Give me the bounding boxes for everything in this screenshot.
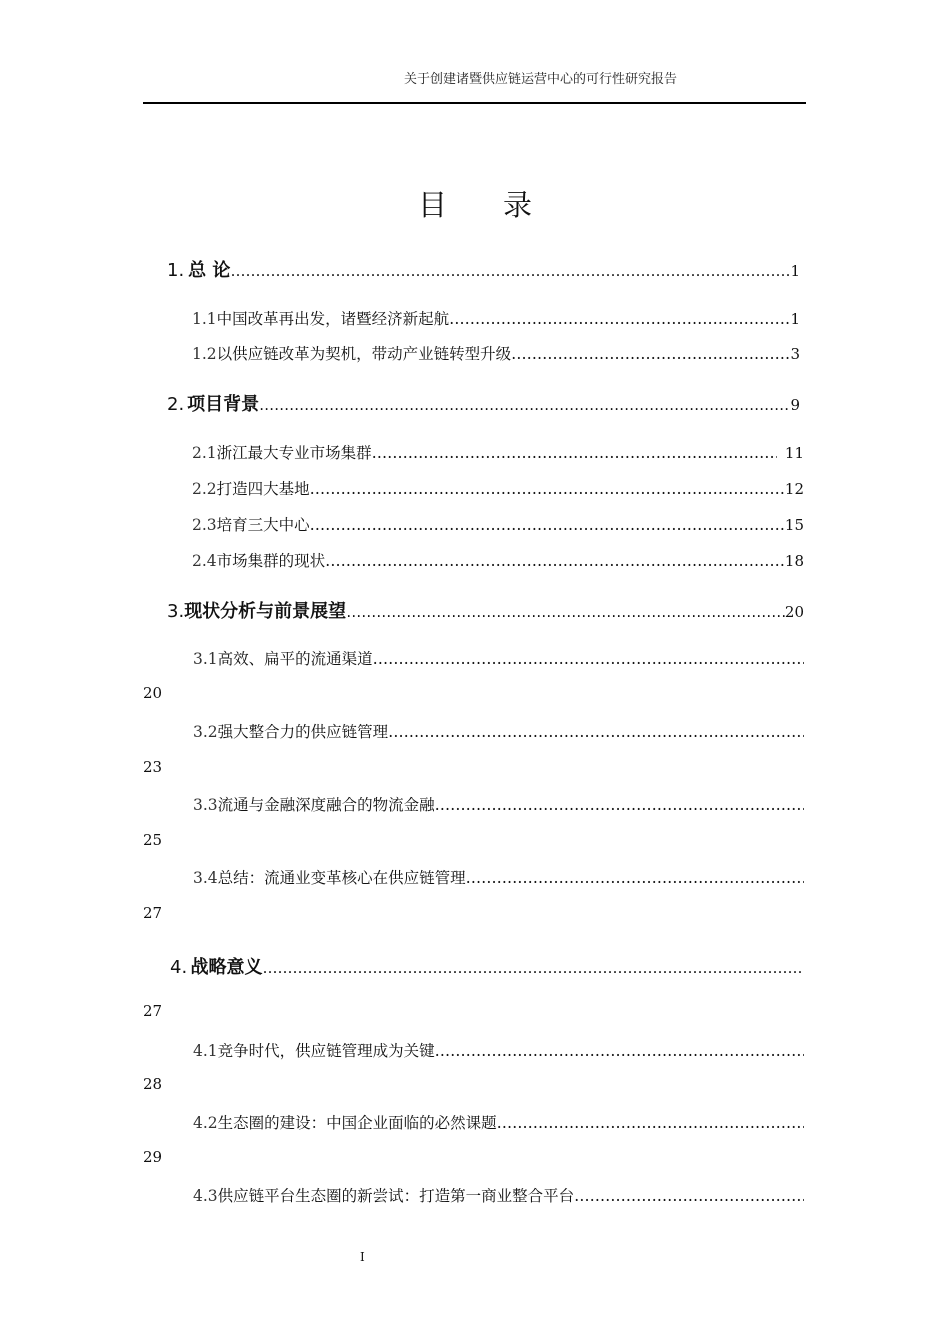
toc-entry-label: 供应链平台生态圈的新尝试：打造第一商业整合平台 [217, 1187, 575, 1205]
toc-entry-number: 1.1 [192, 310, 217, 328]
toc-entry-page: 12 [784, 480, 804, 498]
toc-title-left: 目 [417, 188, 447, 222]
toc-entry-page: 1 [790, 310, 800, 328]
toc-entry-3-3[interactable] [193, 793, 804, 815]
toc-entry-label: 现状分析与前景展望 [184, 601, 347, 622]
toc-leader-dots [259, 396, 790, 414]
toc-leader-dots [230, 262, 790, 280]
toc-entry-3-2[interactable] [193, 720, 804, 742]
toc-leader-dots [466, 869, 804, 887]
toc-entry-3-4[interactable] [193, 866, 804, 888]
toc-leader-dots [373, 650, 804, 668]
toc-entry-page: 20 [784, 603, 804, 621]
toc-entry-number: 1. [167, 260, 185, 281]
toc-leader-dots [262, 959, 804, 977]
toc-entry-number: 2.4 [192, 552, 217, 570]
toc-entry-number: 4.2 [193, 1114, 218, 1132]
toc-entry-number: 2.1 [192, 444, 217, 462]
toc-entry-number: 3.2 [193, 723, 218, 741]
toc-entry-number: 3.4 [193, 869, 218, 887]
toc-entry-label: 打造四大基地 [216, 480, 310, 498]
toc-entry-label: 高效、扁平的流通渠道 [217, 650, 373, 668]
toc-entry-label: 以供应链改革为契机，带动产业链转型升级 [216, 345, 512, 363]
toc-leader-dots [346, 603, 785, 621]
toc-leader-dots [435, 1042, 804, 1060]
toc-entry-page: 15 [784, 516, 804, 534]
toc-leader-dots [574, 1187, 804, 1205]
toc-entry-3-3-page: 25 [143, 831, 163, 849]
toc-entry-4-2-page: 29 [143, 1148, 163, 1166]
toc-entry-page: 1 [790, 262, 800, 280]
toc-leader-dots [310, 480, 785, 498]
toc-entry-label: 项目背景 [187, 394, 260, 415]
toc-entry-3-2-page: 23 [143, 758, 163, 776]
toc-entry-label: 培育三大中心 [216, 516, 310, 534]
toc-entry-label: 总 论 [188, 260, 231, 281]
toc-entry-number: 2.3 [192, 516, 217, 534]
toc-leader-dots [449, 310, 790, 328]
toc-entry-number: 1.2 [192, 345, 217, 363]
header-rule [143, 102, 806, 104]
toc-leader-dots [511, 345, 790, 363]
running-header: 关于创建诸暨供应链运营中心的可行性研究报告 [404, 72, 678, 87]
toc-entry-number: 3.3 [193, 796, 218, 814]
toc-entry-number: 3. [167, 601, 185, 622]
toc-entry-4-page: 27 [143, 1002, 163, 1020]
toc-entry-number: 2. [167, 394, 185, 415]
toc-entry-3-4-page: 27 [143, 904, 163, 922]
toc-leader-dots [372, 444, 777, 462]
toc-title-right: 录 [503, 188, 533, 222]
toc-entry-2-3[interactable] [192, 513, 804, 535]
toc-entry-number: 3.1 [193, 650, 218, 668]
toc-leader-dots [435, 796, 804, 814]
toc-entry-label: 流通与金融深度融合的物流金融 [217, 796, 435, 814]
toc-entry-number: 2.2 [192, 480, 217, 498]
toc-entry-1-2[interactable] [192, 342, 800, 364]
toc-entry-2-2[interactable] [192, 477, 804, 499]
toc-entry-label: 市场集群的现状 [216, 552, 326, 570]
toc-entry-4-2[interactable] [193, 1111, 804, 1133]
toc-entry-label: 浙江最大专业市场集群 [216, 444, 372, 462]
toc-entry-2[interactable] [167, 390, 800, 416]
toc-entry-number: 4. [170, 957, 188, 978]
toc-entry-page: 11 [784, 444, 804, 462]
toc-entry-number: 4.1 [193, 1042, 218, 1060]
toc-entry-3[interactable] [167, 597, 804, 623]
toc-entry-label: 战略意义 [190, 957, 263, 978]
toc-entry-2-1[interactable] [192, 441, 804, 463]
toc-leader-dots [325, 552, 785, 570]
page-number-footer: I [360, 1250, 365, 1264]
toc-entry-label: 生态圈的建设：中国企业面临的必然课题 [217, 1114, 497, 1132]
toc-entry-3-1-page: 20 [143, 684, 163, 702]
toc-entry-label: 中国改革再出发，诸暨经济新起航 [216, 310, 450, 328]
toc-entry-4-1[interactable] [193, 1039, 804, 1061]
toc-leader-dots [497, 1114, 804, 1132]
toc-entry-label: 竞争时代，供应链管理成为关键 [217, 1042, 435, 1060]
toc-leader-dots [388, 723, 804, 741]
toc-entry-4-3[interactable] [193, 1184, 804, 1206]
toc-entry-1[interactable] [167, 256, 800, 282]
toc-entry-3-1[interactable] [193, 647, 804, 669]
toc-entry-page: 9 [790, 396, 800, 414]
toc-entry-page: 18 [784, 552, 804, 570]
toc-entry-page: 3 [790, 345, 800, 363]
toc-entry-2-4[interactable] [192, 549, 804, 571]
toc-entry-label: 总结：流通业变革核心在供应链管理 [217, 869, 466, 887]
toc-title [0, 183, 950, 224]
toc-leader-dots [310, 516, 785, 534]
toc-entry-4-1-page: 28 [143, 1075, 163, 1093]
toc-entry-label: 强大整合力的供应链管理 [217, 723, 389, 741]
toc-entry-1-1[interactable] [192, 307, 800, 329]
toc-entry-number: 4.3 [193, 1187, 218, 1205]
toc-entry-4[interactable] [170, 953, 804, 979]
